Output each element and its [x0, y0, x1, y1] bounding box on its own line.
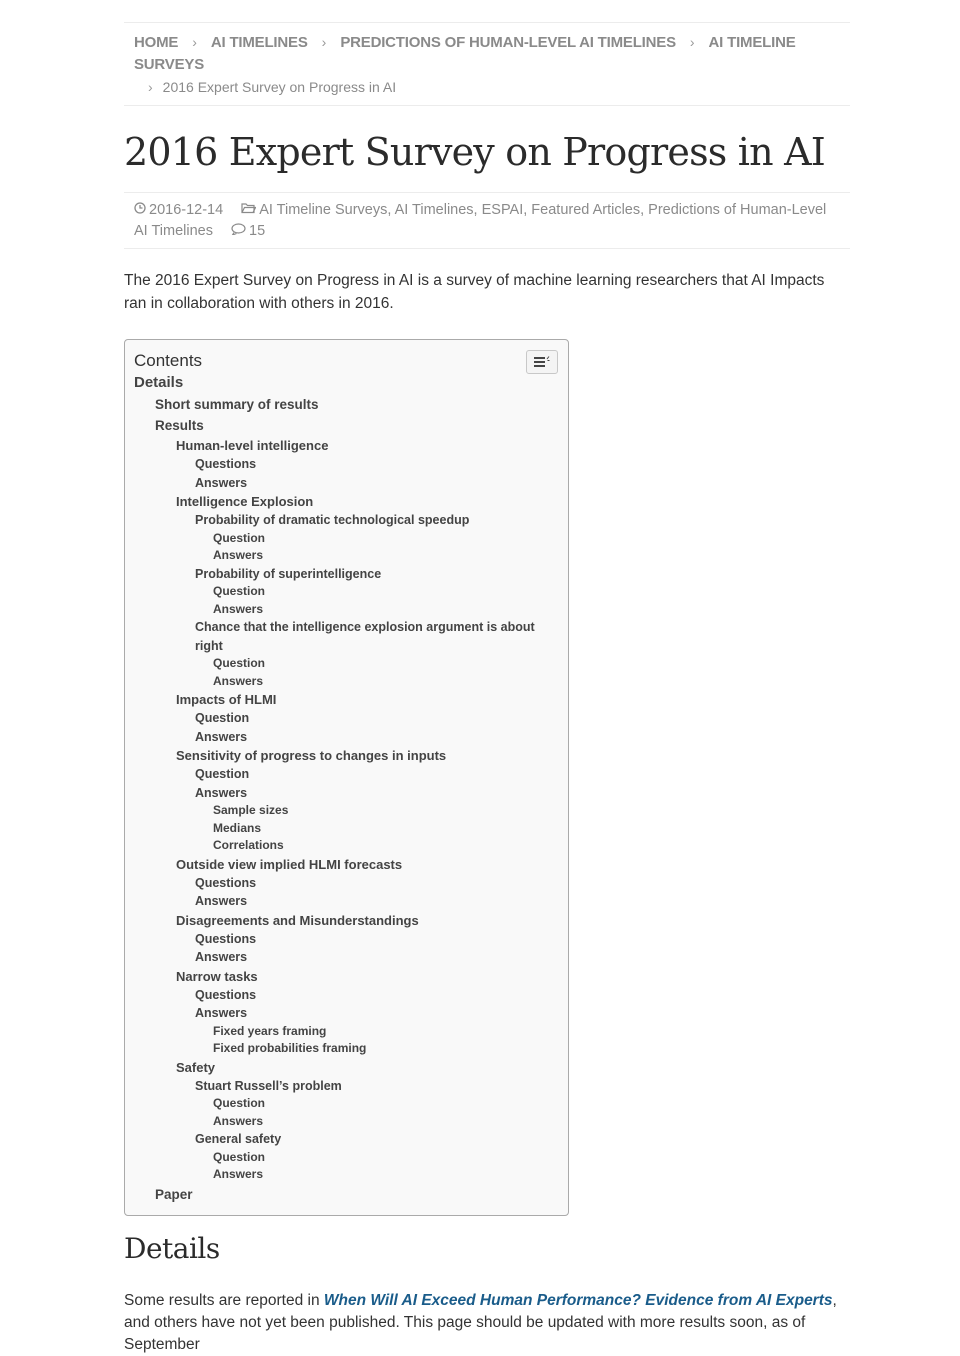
toc-link-general-safety[interactable]: General safety	[195, 1132, 282, 1146]
toc-link-human-level-intelligence[interactable]: Human-level intelligence	[176, 438, 329, 453]
toc-link-results[interactable]: Results	[155, 418, 204, 433]
breadcrumb	[124, 22, 850, 106]
details-text-after: , and others have not yet been published. This page should be updated with more results soon, as of September	[124, 1291, 837, 1353]
post-categories[interactable]: AI Timeline Surveys, AI Timelines, ESPAI, Featured Articles, Predictions of Human-Level AI Timelines	[134, 202, 827, 239]
toc-link-answers[interactable]: Answers	[213, 673, 264, 688]
toc-link-medians[interactable]: Medians	[213, 820, 262, 835]
table-of-contents	[124, 339, 569, 1216]
toc-link-speedup[interactable]: Probability of dramatic technological speedup	[195, 513, 470, 527]
toc-link-questions[interactable]: Questions	[195, 457, 257, 471]
toc-link-outside-view[interactable]: Outside view implied HLMI forecasts	[176, 856, 403, 872]
breadcrumb-ai-timeline-surveys[interactable]: AI TIMELINE SURVEYS	[134, 34, 796, 73]
toc-link-answers[interactable]: Answers	[195, 475, 248, 490]
toc-link-question[interactable]: Question	[213, 530, 266, 545]
toc-link-question[interactable]: Question	[195, 767, 250, 781]
breadcrumb-separator-icon: ›	[192, 34, 197, 50]
list-icon	[534, 356, 550, 368]
comment-count[interactable]: 15	[249, 223, 266, 239]
toc-link-answers[interactable]: Answers	[213, 1113, 264, 1128]
paper-link[interactable]: When Will AI Exceed Human Performance? Evidence from AI Experts	[323, 1291, 833, 1309]
breadcrumb-separator-icon: ›	[321, 34, 327, 50]
toc-link-safety[interactable]: Safety	[176, 1059, 216, 1075]
details-text-before: Some results are reported in	[124, 1291, 324, 1309]
toc-link-question[interactable]: Question	[213, 584, 266, 598]
toc-link-question[interactable]: Question	[213, 656, 266, 670]
toc-link-answers[interactable]: Answers	[195, 729, 248, 744]
toc-link-russell-problem[interactable]: Stuart Russell’s problem	[195, 1078, 342, 1093]
toc-link-fixed-probabilities[interactable]: Fixed probabilities framing	[213, 1041, 367, 1055]
intro-paragraph: The 2016 Expert Survey on Progress in AI is a survey of machine learning researchers that AI Impacts ran in collaboration with others in 2016.	[124, 272, 825, 312]
toc-link-disagreements[interactable]: Disagreements and Misunderstandings	[176, 912, 419, 928]
toc-link-question[interactable]: Question	[213, 1149, 266, 1164]
toc-link-fixed-years[interactable]: Fixed years framing	[213, 1023, 327, 1038]
breadcrumb-predictions[interactable]: PREDICTIONS OF HUMAN-LEVEL AI TIMELINES	[340, 34, 676, 51]
folder-icon	[241, 200, 256, 221]
toc-link-short-summary[interactable]: Short summary of results	[155, 397, 319, 412]
toc-link-questions[interactable]: Questions	[195, 931, 257, 946]
toc-link-explosion-argument[interactable]: Chance that the intelligence explosion argument is about right	[195, 620, 535, 653]
toc-link-paper[interactable]: Paper	[155, 1186, 193, 1202]
page-content	[124, 0, 850, 1356]
toc-link-sensitivity[interactable]: Sensitivity of progress to changes in inputs	[176, 748, 447, 763]
toc-link-details[interactable]: Details	[134, 374, 184, 391]
breadcrumb-home[interactable]: HOME	[134, 34, 179, 51]
toc-link-answers[interactable]: Answers	[195, 785, 248, 800]
details-paragraph	[124, 1290, 850, 1356]
toc-link-questions[interactable]: Questions	[195, 875, 257, 890]
toc-link-question[interactable]: Question	[213, 1096, 266, 1110]
toc-link-answers[interactable]: Answers	[213, 1167, 264, 1181]
breadcrumb-separator-icon: ›	[148, 79, 153, 95]
toc-link-intelligence-explosion[interactable]: Intelligence Explosion	[176, 494, 314, 509]
comment-icon	[231, 221, 246, 242]
post-meta	[124, 192, 850, 249]
clock-icon	[134, 200, 146, 221]
toc-link-answers[interactable]: Answers	[195, 894, 248, 908]
toc-link-superintelligence[interactable]: Probability of superintelligence	[195, 566, 382, 581]
details-heading: Details	[124, 1231, 220, 1265]
toc-link-correlations[interactable]: Correlations	[213, 838, 284, 852]
toc-link-answers[interactable]: Answers	[195, 1006, 248, 1020]
toc-link-impacts[interactable]: Impacts of HLMI	[176, 692, 277, 707]
toc-title: Contents	[134, 351, 203, 370]
toc-link-question[interactable]: Question	[195, 711, 250, 725]
toc-toggle-button[interactable]	[526, 350, 558, 374]
page-title: 2016 Expert Survey on Progress in AI	[124, 130, 825, 174]
breadcrumb-current: 2016 Expert Survey on Progress in AI	[162, 79, 397, 95]
toc-link-answers[interactable]: Answers	[213, 601, 264, 616]
breadcrumb-separator-icon: ›	[689, 34, 695, 50]
toc-link-narrow-tasks[interactable]: Narrow tasks	[176, 968, 258, 984]
toc-link-answers[interactable]: Answers	[195, 950, 248, 964]
breadcrumb-ai-timelines[interactable]: AI TIMELINES	[210, 34, 308, 51]
toc-link-sample-sizes[interactable]: Sample sizes	[213, 803, 289, 817]
toc-link-answers[interactable]: Answers	[213, 548, 264, 562]
toc-link-questions[interactable]: Questions	[195, 987, 257, 1002]
post-date: 2016-12-14	[149, 202, 224, 218]
